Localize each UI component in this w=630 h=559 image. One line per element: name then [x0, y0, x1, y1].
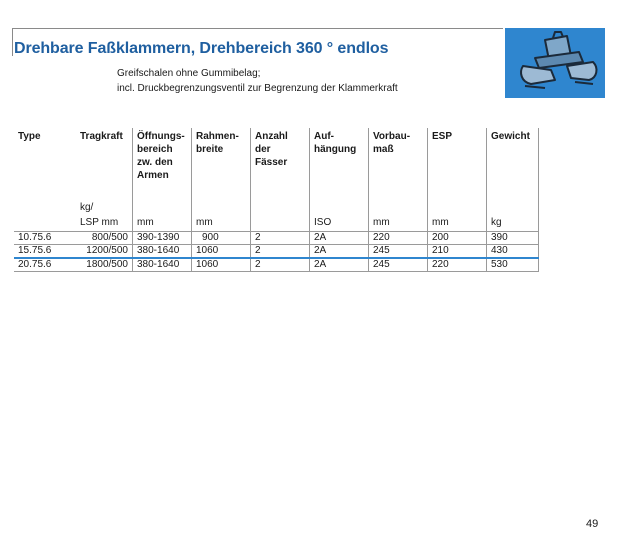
cell-gewicht: 530 — [487, 258, 539, 272]
cell-type: 10.75.6 — [14, 232, 76, 245]
cell-vorbaumass: 245 — [369, 245, 428, 259]
cell-type: 15.75.6 — [18, 245, 52, 256]
cell-anzahl: 2 — [251, 245, 310, 259]
unit-tragkraft-1: kg/ — [76, 184, 133, 216]
header-type: Type — [18, 131, 41, 142]
cell-rahmenbreite: 1060 — [192, 245, 251, 259]
title-rule-left — [12, 28, 13, 56]
table-row — [14, 232, 539, 245]
cell-gewicht: 390 — [487, 232, 539, 245]
header-oeffnungsbereich: Öffnungs- bereich zw. den Armen — [133, 128, 192, 184]
unit-tragkraft-2: LSP mm — [76, 216, 133, 232]
header-gewicht: Gewicht — [487, 128, 539, 184]
cell-vorbaumass: 245 — [369, 258, 428, 272]
cell-type: 20.75.6 — [18, 259, 52, 270]
units-row-1 — [14, 184, 539, 216]
unit-aufhaengung: ISO — [310, 216, 369, 232]
unit-vorbaumass: mm — [369, 216, 428, 232]
table-row — [14, 245, 539, 259]
unit-gewicht: kg — [487, 216, 539, 232]
rotating-barrel-clamp-icon — [505, 28, 605, 98]
cell-tragkraft: 1200/500 — [76, 245, 133, 259]
title-rule — [12, 28, 503, 29]
spec-table — [14, 128, 539, 272]
cell-esp: 210 — [428, 245, 487, 259]
cell-aufhaengung: 2A — [310, 258, 369, 272]
unit-rahmenbreite: mm — [192, 216, 251, 232]
cell-tragkraft: 800/500 — [76, 232, 133, 245]
page-title: Drehbare Faßklammern, Drehbereich 360 ° endlos — [14, 40, 389, 57]
header-rahmenbreite: Rahmen- breite — [192, 128, 251, 184]
cell-aufhaengung: 2A — [310, 232, 369, 245]
header-aufhaengung: Auf- hängung — [310, 128, 369, 184]
subtitle-line-1: Greifschalen ohne Gummibelag; — [117, 68, 261, 79]
header-tragkraft: Tragkraft — [76, 128, 133, 184]
cell-oeffnungsbereich: 380-1640 — [133, 258, 192, 272]
spec-table-wrapper — [14, 128, 539, 272]
cell-rahmenbreite: 1060 — [192, 258, 251, 272]
cell-anzahl: 2 — [251, 232, 310, 245]
subtitle — [117, 66, 398, 96]
cell-anzahl: 2 — [251, 258, 310, 272]
cell-vorbaumass: 220 — [369, 232, 428, 245]
cell-rahmenbreite: 900 — [192, 232, 251, 245]
header-row — [14, 128, 539, 184]
cell-oeffnungsbereich: 390-1390 — [133, 232, 192, 245]
header-vorbaumass: Vorbau- maß — [369, 128, 428, 184]
table-row — [14, 258, 539, 272]
cell-gewicht: 430 — [487, 245, 539, 259]
cell-aufhaengung: 2A — [310, 245, 369, 259]
unit-esp: mm — [428, 216, 487, 232]
units-row-2 — [14, 216, 539, 232]
cell-oeffnungsbereich: 380-1640 — [133, 245, 192, 259]
cell-tragkraft: 1800/500 — [76, 258, 133, 272]
header-anzahl-faesser: Anzahl der Fässer — [251, 128, 310, 184]
subtitle-line-2: incl. Druckbegrenzungsventil zur Begrenzung der Klammerkraft — [117, 83, 398, 94]
header-esp: ESP — [428, 128, 487, 184]
cell-esp: 200 — [428, 232, 487, 245]
page-number: 49 — [586, 518, 599, 530]
cell-esp: 220 — [428, 258, 487, 272]
barrel-clamp-photo — [505, 28, 605, 98]
unit-oeffnungsbereich: mm — [133, 216, 192, 232]
